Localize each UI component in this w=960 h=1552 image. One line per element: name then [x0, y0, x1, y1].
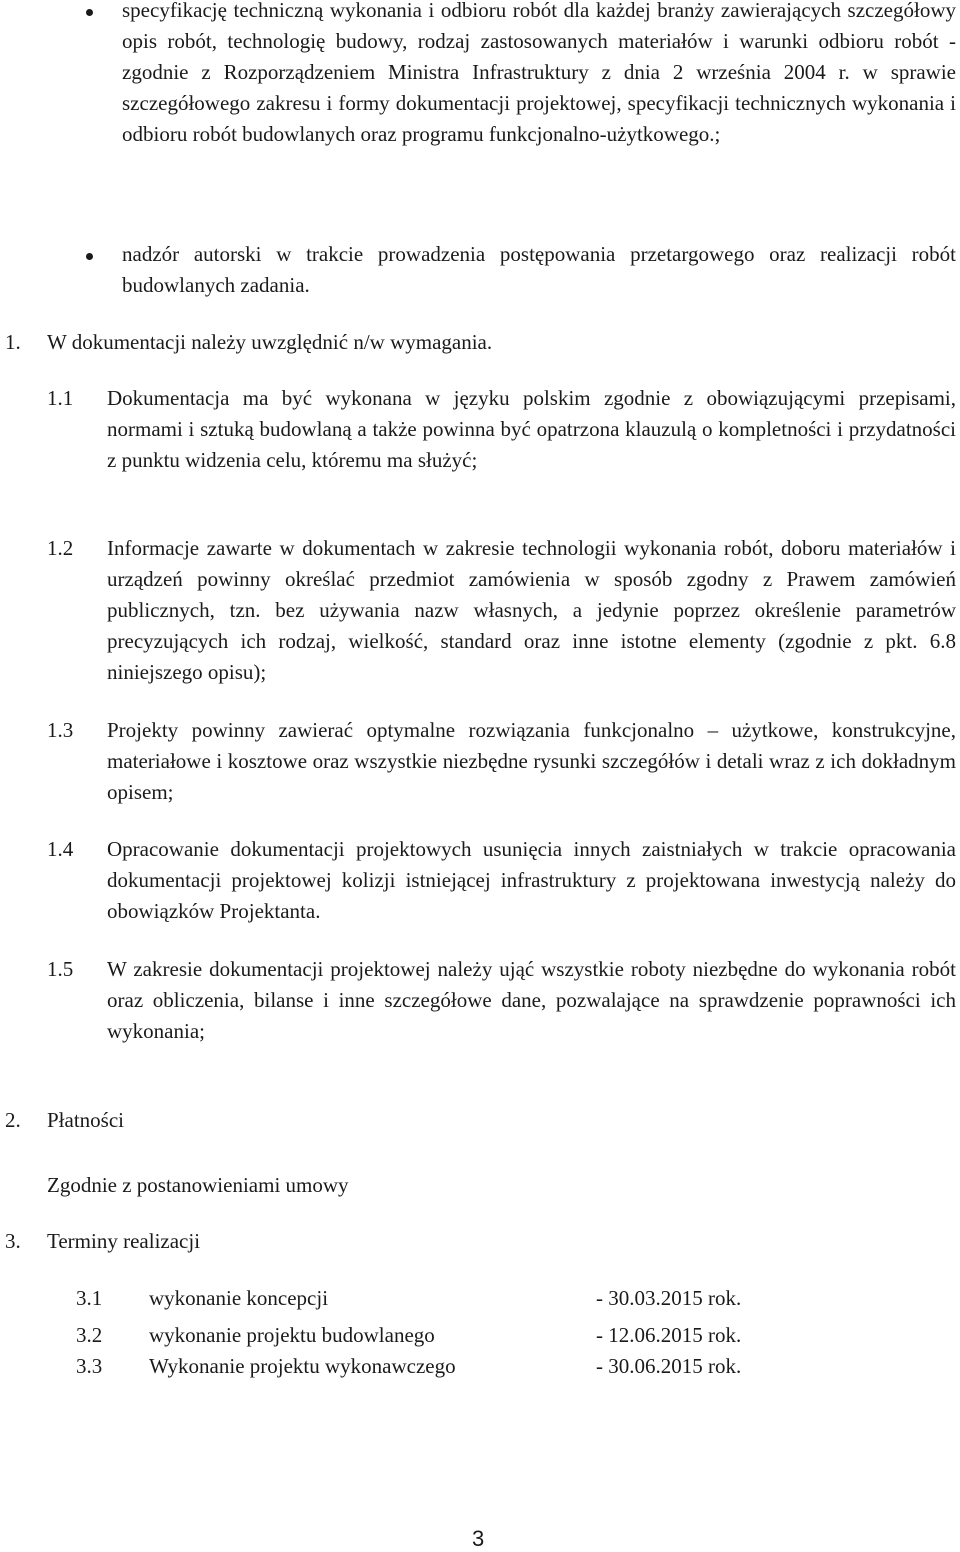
section-2-title: Płatności	[47, 1108, 124, 1132]
section-2-text: Zgodnie z postanowieniami umowy	[47, 1173, 349, 1197]
section-3-number: 3.	[5, 1229, 21, 1253]
item-1-4-text: Opracowanie dokumentacji projektowych usunięcia innych zaistniałych w trakcie opracowania dokumentacji projektowej kolizji istniejącej infrastruktury z projektowana inwestycją należy do obowiązków Projektanta.	[107, 837, 956, 923]
schedule-row-date: - 30.03.2015 rok.	[596, 1286, 742, 1310]
item-1-2-text: Informacje zawarte w dokumentach w zakresie technologii wykonania robót, doboru materiałów i urządzeń powinny określać przedmiot zamówienia w sposób zgodny z Prawem zamówień publicznych, tzn. bez używania nazw własnych, a jedynie poprzez określenie parametrów precyzujących ich rodzaj, wielkość, standard oraz inne istotne elementy (zgodnie z pkt. 6.8 niniejszego opisu);	[107, 536, 956, 684]
bullet-item-technical-specification: specyfikację techniczną wykonania i odbioru robót dla każdej branży zawierających szczegółowy opis robót, technologię budowy, rodzaj zastosowanych materiałów i warunki odbioru robót - zgodnie z Rozporządzeniem Ministra Infrastruktury z dnia 2 września 2004 r. w sprawie szczegółowego zakresu i formy dokumentacji projektowej, specyfikacji technicznych wykonania i odbioru robót budowlanych oraz programu funkcjonalno-użytkowego.;	[122, 0, 956, 146]
schedule-row-task: wykonanie projektu budowlanego	[149, 1323, 435, 1347]
item-1-3-number: 1.3	[47, 718, 74, 742]
section-1-title: W dokumentacji należy uwzględnić n/w wymagania.	[47, 330, 493, 354]
item-1-1-number: 1.1	[47, 386, 74, 410]
item-1-2-number: 1.2	[47, 536, 74, 560]
schedule-row-number: 3.3	[76, 1354, 103, 1378]
item-1-5-number: 1.5	[47, 957, 74, 981]
page-number: 3	[472, 1526, 485, 1551]
item-1-1-text: Dokumentacja ma być wykonana w języku polskim zgodnie z obowiązującymi przepisami, normami i sztuką budowlaną a także powinna być opatrzona klauzulą o kompletności i przydatności z punktu widzenia celu, któremu ma służyć;	[107, 386, 956, 472]
schedule-row-date: - 30.06.2015 rok.	[596, 1354, 742, 1378]
bullet-dot	[86, 9, 93, 16]
bullet-dot	[86, 253, 93, 260]
item-1-5-text: W zakresie dokumentacji projektowej należy ująć wszystkie roboty niezbędne do wykonania robót oraz obliczenia, bilanse i inne szczegółowe dane, pozwalające na sprawdzenie poprawności ich wykonania;	[107, 957, 956, 1043]
bullet-item-author-supervision: nadzór autorski w trakcie prowadzenia postępowania przetargowego oraz realizacji robót budowlanych zadania.	[122, 242, 956, 297]
section-1-number: 1.	[5, 330, 21, 354]
item-1-3-text: Projekty powinny zawierać optymalne rozwiązania funkcjonalno – użytkowe, konstrukcyjne, materiałowe i kosztowe oraz wszystkie niezbędne rysunki szczegółów i detali wraz z ich dokładnym opisem;	[107, 718, 956, 804]
item-1-4-number: 1.4	[47, 837, 74, 861]
section-3-title: Terminy realizacji	[47, 1229, 201, 1253]
schedule-row-number: 3.1	[76, 1286, 103, 1310]
schedule-row-task: Wykonanie projektu wykonawczego	[149, 1354, 456, 1378]
schedule-row-task: wykonanie koncepcji	[149, 1286, 329, 1310]
schedule-row-number: 3.2	[76, 1323, 103, 1347]
schedule-row-date: - 12.06.2015 rok.	[596, 1323, 742, 1347]
section-2-number: 2.	[5, 1108, 21, 1132]
